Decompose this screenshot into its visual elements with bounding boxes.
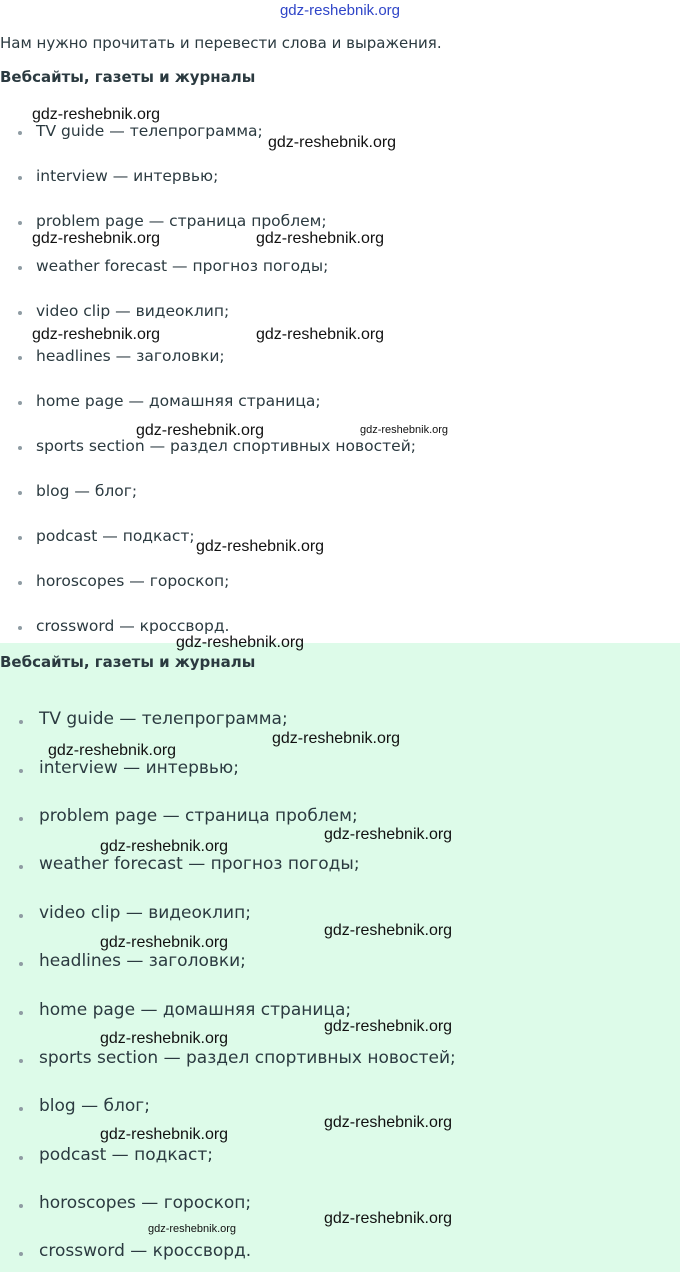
list-item: blog — блог; (39, 1096, 150, 1116)
site-header-link[interactable]: gdz-reshebnik.org (279, 2, 401, 19)
list-item: weather forecast — прогноз погоды; (36, 257, 328, 275)
watermark: gdz-reshebnik.org (32, 326, 161, 343)
list-item: video clip — видеоклип; (39, 903, 251, 923)
watermark: gdz-reshebnik.org (100, 1126, 229, 1143)
watermark: gdz-reshebnik.org (324, 826, 453, 843)
list-item: horoscopes — гороскоп; (36, 572, 229, 590)
bullet-icon (18, 536, 22, 540)
watermark: gdz-reshebnik.org (360, 424, 449, 436)
bullet-icon (18, 266, 22, 270)
bullet-icon (19, 1059, 23, 1063)
section-heading-1: Вебсайты, газеты и журналы (0, 68, 256, 86)
watermark: gdz-reshebnik.org (256, 230, 385, 247)
bullet-icon (18, 581, 22, 585)
bullet-icon (18, 401, 22, 405)
list-item: TV guide — телепрограмма; (39, 709, 288, 729)
bullet-icon (19, 865, 23, 869)
bullet-icon (18, 446, 22, 450)
watermark: gdz-reshebnik.org (32, 230, 161, 247)
watermark: gdz-reshebnik.org (100, 1030, 229, 1047)
list-item: problem page — страница проблем; (36, 212, 327, 230)
watermark: gdz-reshebnik.org (136, 422, 265, 439)
watermark: gdz-reshebnik.org (100, 934, 229, 951)
bullet-icon (19, 720, 23, 724)
list-item: problem page — страница проблем; (39, 806, 358, 826)
list-item: TV guide — телепрограмма; (36, 122, 263, 140)
watermark: gdz-reshebnik.org (32, 106, 161, 123)
watermark: gdz-reshebnik.org (324, 1018, 453, 1035)
watermark: gdz-reshebnik.org (48, 742, 177, 759)
list-item: podcast — подкаст; (39, 1145, 213, 1165)
list-item: blog — блог; (36, 482, 137, 500)
watermark: gdz-reshebnik.org (148, 1223, 237, 1235)
bullet-icon (18, 491, 22, 495)
bullet-icon (18, 626, 22, 630)
bullet-icon (19, 817, 23, 821)
watermark: gdz-reshebnik.org (176, 634, 305, 651)
list-item: sports section — раздел спортивных новостей; (36, 437, 416, 455)
list-item: weather forecast — прогноз погоды; (39, 854, 360, 874)
watermark: gdz-reshebnik.org (268, 134, 397, 151)
list-item: sports section — раздел спортивных новостей; (39, 1048, 456, 1068)
watermark: gdz-reshebnik.org (324, 1210, 453, 1227)
list-item: podcast — подкаст; (36, 527, 195, 545)
bullet-icon (19, 1011, 23, 1015)
list-item: home page — домашняя страница; (36, 392, 321, 410)
bullet-icon (19, 962, 23, 966)
list-item: crossword — кроссворд. (36, 617, 229, 635)
bullet-icon (18, 131, 22, 135)
bullet-icon (18, 176, 22, 180)
bullet-icon (19, 1204, 23, 1208)
watermark: gdz-reshebnik.org (100, 838, 229, 855)
list-item: video clip — видеоклип; (36, 302, 229, 320)
watermark: gdz-reshebnik.org (324, 922, 453, 939)
list-item: home page — домашняя страница; (39, 1000, 351, 1020)
section-heading-2: Вебсайты, газеты и журналы (0, 653, 256, 671)
bullet-icon (18, 311, 22, 315)
bullet-icon (19, 769, 23, 773)
list-item: headlines — заголовки; (36, 347, 225, 365)
watermark: gdz-reshebnik.org (196, 538, 325, 555)
bullet-icon (18, 221, 22, 225)
bullet-icon (19, 1252, 23, 1256)
intro-text: Нам нужно прочитать и перевести слова и выражения. (0, 34, 442, 52)
watermark: gdz-reshebnik.org (272, 730, 401, 747)
bullet-icon (19, 1107, 23, 1111)
list-item: headlines — заголовки; (39, 951, 246, 971)
watermark: gdz-reshebnik.org (256, 326, 385, 343)
list-item: horoscopes — гороскоп; (39, 1193, 251, 1213)
list-item: interview — интервью; (39, 758, 239, 778)
bullet-icon (19, 914, 23, 918)
list-item: crossword — кроссворд. (39, 1241, 251, 1261)
list-item: interview — интервью; (36, 167, 218, 185)
watermark: gdz-reshebnik.org (324, 1114, 453, 1131)
bullet-icon (18, 356, 22, 360)
bullet-icon (19, 1156, 23, 1160)
